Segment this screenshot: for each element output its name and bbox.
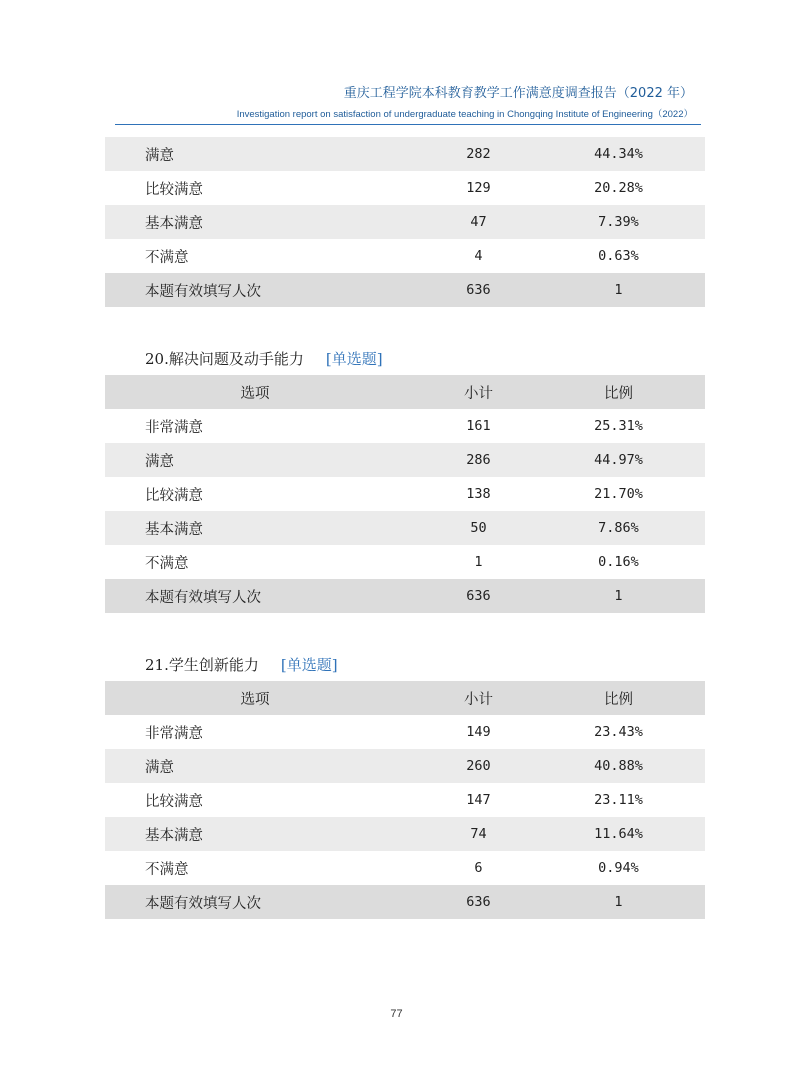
table-row xyxy=(105,137,705,171)
table-row xyxy=(105,749,705,783)
total-count: 636 xyxy=(425,273,532,307)
option-label: 满意 xyxy=(105,137,425,171)
option-label: 满意 xyxy=(105,749,425,783)
table-total-row xyxy=(105,579,705,613)
table-header-row xyxy=(105,681,705,715)
total-count: 636 xyxy=(425,885,532,919)
table-row xyxy=(105,477,705,511)
option-ratio: 23.43% xyxy=(594,724,643,740)
table-row xyxy=(105,851,705,885)
table-row xyxy=(105,205,705,239)
table-row xyxy=(105,239,705,273)
question-text: 20.解决问题及动手能力 xyxy=(145,350,304,368)
question-type-tag: [单选题] xyxy=(325,350,383,368)
table-row xyxy=(105,511,705,545)
option-ratio: 44.34% xyxy=(532,137,705,171)
option-count: 260 xyxy=(425,749,532,783)
option-ratio: 40.88% xyxy=(532,749,705,783)
table-header-row xyxy=(105,375,705,409)
option-label: 基本满意 xyxy=(105,817,425,851)
table-q19-continued xyxy=(105,137,705,307)
option-ratio: 0.94% xyxy=(598,860,639,876)
column-header-ratio: 比例 xyxy=(532,375,705,409)
option-count: 129 xyxy=(466,180,491,196)
table-row xyxy=(105,545,705,579)
option-count: 74 xyxy=(425,817,532,851)
question-title-21 xyxy=(145,654,338,675)
report-title-cn: 重庆工程学院本科教育教学工作满意度调查报告（2022 年） xyxy=(343,86,693,101)
table-total-row xyxy=(105,273,705,307)
table-q21 xyxy=(105,681,705,919)
column-header-ratio: 比例 xyxy=(532,681,705,715)
option-count: 47 xyxy=(425,205,532,239)
header-divider xyxy=(115,124,701,125)
total-ratio: 1 xyxy=(532,885,705,919)
option-label: 比较满意 xyxy=(145,181,203,198)
option-count: 4 xyxy=(474,248,483,264)
page-number: 77 xyxy=(390,1008,403,1020)
option-ratio: 25.31% xyxy=(594,418,643,434)
option-ratio: 11.64% xyxy=(532,817,705,851)
option-label: 不满意 xyxy=(145,555,189,572)
total-label: 本题有效填写人次 xyxy=(105,885,425,919)
option-ratio: 23.11% xyxy=(594,792,643,808)
table-row xyxy=(105,171,705,205)
option-ratio: 0.16% xyxy=(598,554,639,570)
option-count: 147 xyxy=(466,792,491,808)
option-label: 基本满意 xyxy=(105,205,425,239)
option-ratio: 20.28% xyxy=(594,180,643,196)
question-type-tag: [单选题] xyxy=(280,656,338,674)
column-header-count: 小计 xyxy=(425,681,532,715)
option-label: 满意 xyxy=(105,443,425,477)
column-header-option: 选项 xyxy=(105,375,425,409)
question-text: 21.学生创新能力 xyxy=(145,656,259,674)
column-header-count: 小计 xyxy=(425,375,532,409)
total-label: 本题有效填写人次 xyxy=(105,273,425,307)
table-row xyxy=(105,817,705,851)
option-count: 138 xyxy=(466,486,491,502)
option-label: 基本满意 xyxy=(105,511,425,545)
table-q20 xyxy=(105,375,705,613)
total-ratio: 1 xyxy=(532,273,705,307)
option-count: 161 xyxy=(466,418,491,434)
table-row xyxy=(105,783,705,817)
option-ratio: 0.63% xyxy=(598,248,639,264)
table-row xyxy=(105,443,705,477)
total-ratio: 1 xyxy=(532,579,705,613)
column-header-option: 选项 xyxy=(105,681,425,715)
option-ratio: 44.97% xyxy=(532,443,705,477)
option-ratio: 21.70% xyxy=(594,486,643,502)
option-count: 286 xyxy=(425,443,532,477)
option-count: 6 xyxy=(474,860,483,876)
option-label: 非常满意 xyxy=(145,419,203,436)
option-count: 1 xyxy=(474,554,483,570)
option-count: 50 xyxy=(425,511,532,545)
option-count: 149 xyxy=(466,724,491,740)
option-label: 不满意 xyxy=(145,249,189,266)
table-row xyxy=(105,409,705,443)
option-label: 比较满意 xyxy=(145,793,203,810)
option-count: 282 xyxy=(425,137,532,171)
option-ratio: 7.86% xyxy=(532,511,705,545)
total-count: 636 xyxy=(425,579,532,613)
option-label: 比较满意 xyxy=(145,487,203,504)
total-label: 本题有效填写人次 xyxy=(105,579,425,613)
question-title-20 xyxy=(145,348,383,369)
table-total-row xyxy=(105,885,705,919)
option-ratio: 7.39% xyxy=(532,205,705,239)
report-title-en: Investigation report on satisfaction of undergraduate teaching in Chongqing Institute of Engineering（2022） xyxy=(236,109,693,120)
option-label: 非常满意 xyxy=(145,725,203,742)
option-label: 不满意 xyxy=(145,861,189,878)
table-row xyxy=(105,715,705,749)
